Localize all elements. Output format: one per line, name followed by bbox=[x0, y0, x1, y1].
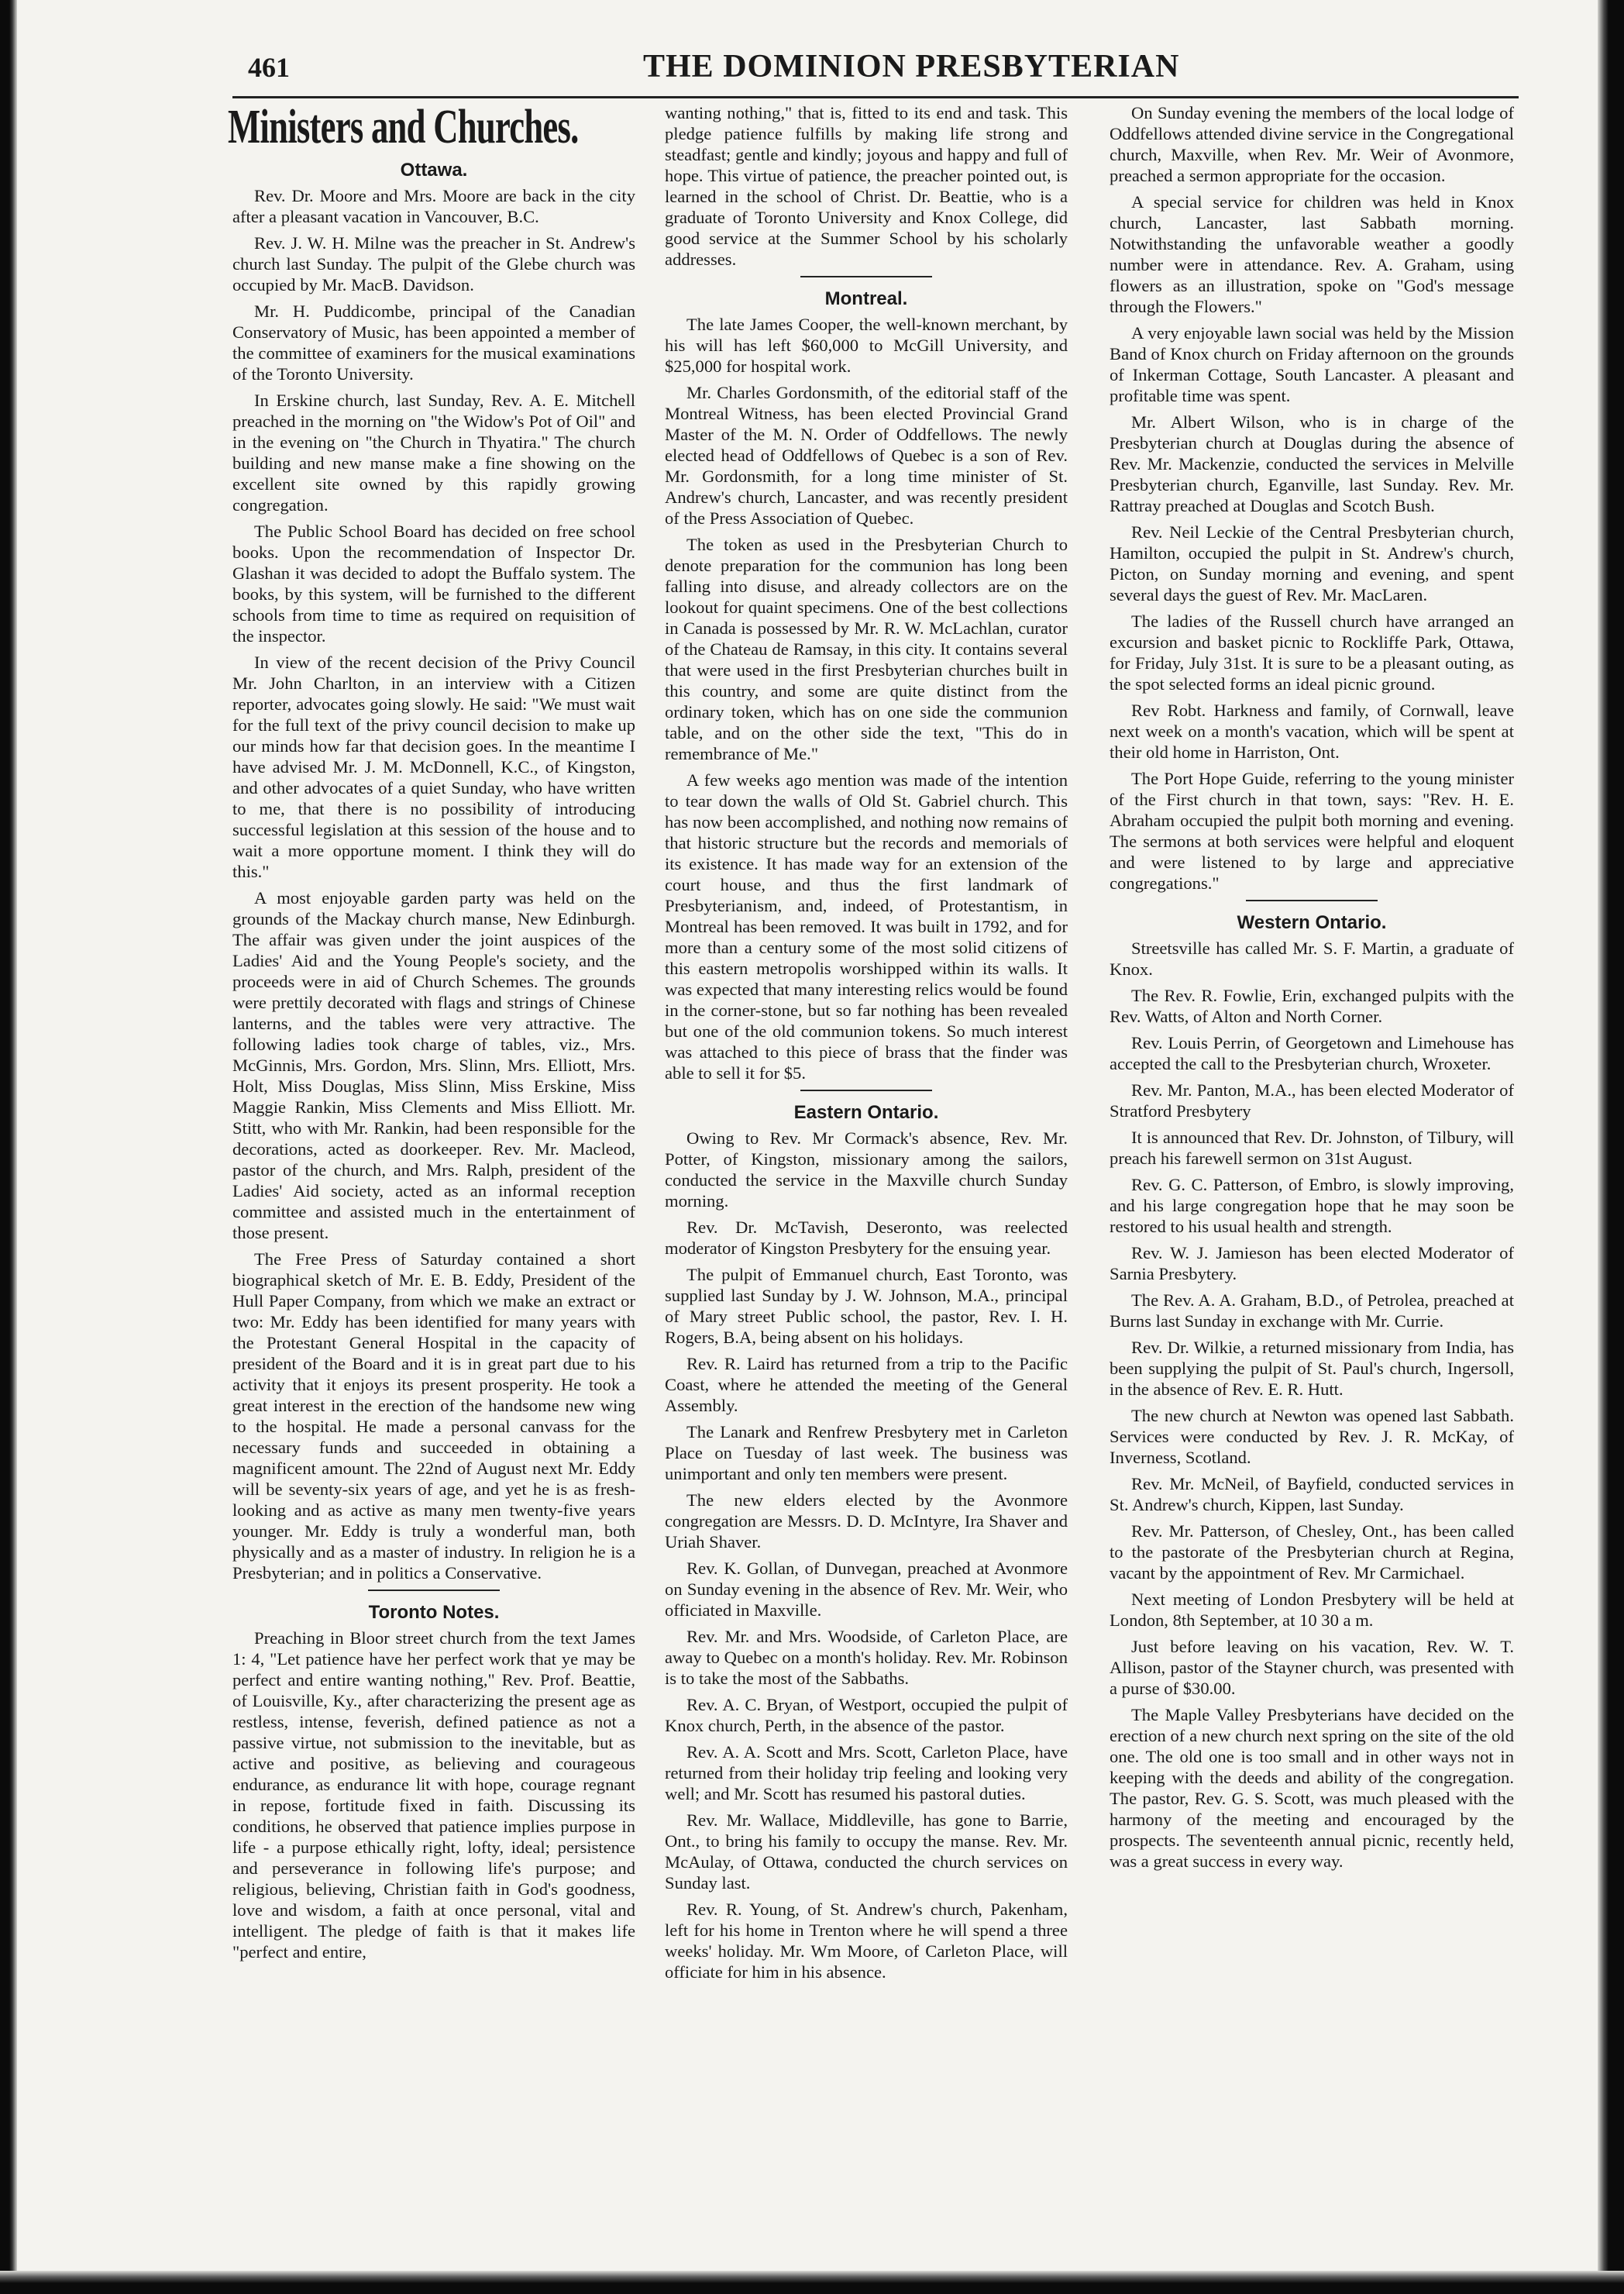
article-paragraph: A few weeks ago mention was made of the intention to tear down the walls of Old St. Gabriel church. This has now been accomplished, and nothing now remains of that historic structure but the records and memorials of its existence. It has made way for an extension of the court house, and thus the first landmark of Presbyterianism, and, indeed, of Protestantism, in Montreal has been removed. It was built in 1792, and for more than a century some of the most solid citizens of this eastern metropolis worshipped within its walls. It was expected that many interesting relics would be found in the corner-stone, but so far nothing has been revealed but one of the old communion tokens. So much interest was attached to this piece of brass that the finder was able to sell it for $5. bbox=[665, 770, 1068, 1083]
article-paragraph: Rev. Mr. Panton, M.A., has been elected Moderator of Stratford Presbytery bbox=[1110, 1080, 1514, 1121]
article-paragraph: Owing to Rev. Mr Cormack's absence, Rev. Mr. Potter, of Kingston, missionary among the sailors, conducted the service in the Maxville church Sunday morning. bbox=[665, 1128, 1068, 1211]
article-paragraph: In view of the recent decision of the Privy Council Mr. John Charlton, in an interview with a Citizen reporter, advocates going slowly. He said: "We must wait for the full text of the privy council decision to make up our minds how far that decision goes. In the meantime I have advised Mr. J. M. McDonnell, K.C., of Kingston, and other advocates of a quiet Sunday, who have written to me, that there is no possibility of introducing successful legislation at this session of the house and to wait a more opportune moment. I think they will do this." bbox=[232, 653, 635, 881]
article-paragraph: Rev. K. Gollan, of Dunvegan, preached at Avonmore on Sunday evening in the absence of Rev. Mr. Weir, who officiated in Maxville. bbox=[665, 1559, 1068, 1620]
column-3 bbox=[1110, 102, 1514, 1877]
article-paragraph: Next meeting of London Presbytery will be held at London, 8th September, at 10 30 a m. bbox=[1110, 1590, 1514, 1630]
article-paragraph: A most enjoyable garden party was held on the grounds of the Mackay church manse, New Edinburgh. The affair was given under the joint auspices of the Ladies' Aid and the Young People's society, and the proceeds were in aid of Church Schemes. The grounds were prettily decorated with flags and strings of Chinese lanterns, and the tables were very attractive. The following ladies took charge of tables, viz., Mrs. McGinnis, Mrs. Gordon, Mrs. Slinn, Mrs. Elliott, Mrs. Holt, Miss Douglas, Miss Slinn, Miss Erskine, Miss Maggie Rankin, Miss Clements and Miss Elliott. Mr. Stitt, who with Mr. Rankin, had been responsible for the decorations, acted as doorkeeper. Rev. Mr. Macleod, pastor of the church, and Mrs. Ralph, president of the Ladies' Aid society, acted as an informal reception committee and assisted much in the entertainment of those present. bbox=[232, 888, 635, 1242]
article-paragraph: The Public School Board has decided on free school books. Upon the recommendation of Inspector Dr. Glashan it was decided to adopt the Buffalo system. The books, by this system, will be furnished to the different schools from time to time as required on requisition of the inspector. bbox=[232, 522, 635, 646]
article-paragraph: Mr. H. Puddicombe, principal of the Canadian Conservatory of Music, has been appointed a member of the committee of examiners for the musical examinations of the Toronto University. bbox=[232, 301, 635, 384]
article-paragraph: Mr. Charles Gordonsmith, of the editorial staff of the Montreal Witness, has been elected Provincial Grand Master of the M. N. Order of Oddfellows. The newly elected head of Oddfellows of Quebec is a son of Rev. Mr. Gordonsmith, for a long time minister of St. Andrew's church, Lancaster, and was recently president of the Press Association of Quebec. bbox=[665, 383, 1068, 528]
article-paragraph: Rev. Dr. McTavish, Deseronto, was reelected moderator of Kingston Presbytery for the ensuing year. bbox=[665, 1218, 1068, 1258]
article-paragraph: The new church at Newton was opened last Sabbath. Services were conducted by Rev. J. R. McKay, of Inverness, Scotland. bbox=[1110, 1406, 1514, 1467]
article-paragraph: Rev. Dr. Moore and Mrs. Moore are back in the city after a pleasant vacation in Vancouver, B.C. bbox=[232, 186, 635, 226]
header-rule bbox=[232, 96, 1519, 98]
article-paragraph: The late James Cooper, the well-known merchant, by his will has left $60,000 to McGill University, and $25,000 for hospital work. bbox=[665, 315, 1068, 376]
article-paragraph: The ladies of the Russell church have arranged an excursion and basket picnic to Rockliffe Park, Ottawa, for Friday, July 31st. It is sure to be a pleasant outing, as the spot selected forms an ideal picnic ground. bbox=[1110, 611, 1514, 694]
article-paragraph: A very enjoyable lawn social was held by the Mission Band of Knox church on Friday afternoon on the grounds of Inkerman Cottage, South Lancaster. A pleasant and profitable time was spent. bbox=[1110, 323, 1514, 405]
section-divider bbox=[800, 276, 932, 277]
section-divider bbox=[1246, 900, 1378, 901]
section-divider bbox=[800, 1090, 932, 1091]
page-number: 461 bbox=[248, 52, 290, 83]
article-paragraph: Rev. Mr. Patterson, of Chesley, Ont., has been called to the pastorate of the Presbyterian church at Regina, vacant by the appointment of Rev. Mr Carmichael. bbox=[1110, 1521, 1514, 1583]
article-paragraph: Rev. A. C. Bryan, of Westport, occupied the pulpit of Knox church, Perth, in the absence of the pastor. bbox=[665, 1695, 1068, 1735]
article-paragraph: It is announced that Rev. Dr. Johnston, of Tilbury, will preach his farewell sermon on 31st August. bbox=[1110, 1128, 1514, 1168]
article-paragraph: Rev. Dr. Wilkie, a returned missionary from India, has been supplying the pulpit of St. Paul's church, Ingersoll, in the absence of Rev. E. R. Hutt. bbox=[1110, 1338, 1514, 1399]
article-paragraph: The Port Hope Guide, referring to the young minister of the First church in that town, says: "Rev. H. E. Abraham occupied the pulpit both morning and evening. The sermons at both services were helpful and eloquent and were listened to by large and appreciative congregations." bbox=[1110, 769, 1514, 893]
page-header bbox=[232, 45, 1519, 91]
article-paragraph: Rev. A. A. Scott and Mrs. Scott, Carleton Place, have returned from their holiday trip feeling and looking very well; and Mr. Scott has resumed his pastoral duties. bbox=[665, 1742, 1068, 1803]
article-paragraph: Rev. Mr. and Mrs. Woodside, of Carleton Place, are away to Quebec on a month's holiday. Rev. Mr. Robinson is to take the most of the Sabbaths. bbox=[665, 1627, 1068, 1688]
article-paragraph: wanting nothing," that is, fitted to its end and task. This pledge patience fulfills by making life strong and steadfast; gentle and kindly; joyous and happy and full of hope. This virtue of patience, the preacher pointed out, is learned in the school of Christ. Dr. Beattie, who is a graduate of Toronto University and Knox College, did good service at the Summer School by his scholarly addresses. bbox=[665, 103, 1068, 269]
article-paragraph: The Rev. A. A. Graham, B.D., of Petrolea, preached at Burns last Sunday in exchange with Mr. Currie. bbox=[1110, 1290, 1514, 1331]
main-heading: Ministers and Churches. bbox=[228, 101, 579, 153]
article-paragraph: The token as used in the Presbyterian Church to denote preparation for the communion has long been falling into disuse, and already collectors are on the lookout for quaint specimens. One of the best collections in Canada is possessed by Mr. R. W. McLachlan, curator of the Chateau de Ramsay, in this city. It contains several that were used in the first Presbyterian churches built in this country, and some are quite distinct from the ordinary token, which has on one side the communion table, and on the other side the text, "This do in remembrance of Me." bbox=[665, 535, 1068, 763]
article-paragraph: Streetsville has called Mr. S. F. Martin, a graduate of Knox. bbox=[1110, 939, 1514, 979]
scan-border-right bbox=[1598, 0, 1624, 2294]
article-paragraph: In Erskine church, last Sunday, Rev. A. E. Mitchell preached in the morning on "the Widow's Pot of Oil" and in the evening on "the Church in Thyatira." The church building and new manse make a fine showing on the excellent site owned by this rapidly growing congregation. bbox=[232, 391, 635, 515]
section-title-toronto-notes: Toronto Notes. bbox=[368, 1602, 500, 1623]
article-paragraph: The Lanark and Renfrew Presbytery met in Carleton Place on Tuesday of last week. The business was unimportant and only ten members were present. bbox=[665, 1422, 1068, 1483]
section-title-ottawa: Ottawa. bbox=[400, 160, 468, 181]
article-paragraph: Rev. Neil Leckie of the Central Presbyterian church, Hamilton, occupied the pulpit in St. Andrew's church, Picton, on Sunday morning and evening, and spent several days the guest of Rev. Mr. MacLaren. bbox=[1110, 522, 1514, 604]
article-paragraph: The Rev. R. Fowlie, Erin, exchanged pulpits with the Rev. Watts, of Alton and North Corner. bbox=[1110, 986, 1514, 1026]
article-paragraph: Rev. R. Young, of St. Andrew's church, Pakenham, left for his home in Trenton where he will spend a three weeks' holiday. Mr. Wm Moore, of Carleton Place, will officiate for him in his absence. bbox=[665, 1900, 1068, 1982]
article-paragraph: Rev Robt. Harkness and family, of Cornwall, leave next week on a month's vacation, which will be spent at their old home in Harriston, Ont. bbox=[1110, 701, 1514, 762]
section-title-montreal: Montreal. bbox=[824, 288, 908, 309]
article-paragraph: Rev. Mr. McNeil, of Bayfield, conducted services in St. Andrew's church, Kippen, last Sunday. bbox=[1110, 1474, 1514, 1514]
article-paragraph: Rev. Louis Perrin, of Georgetown and Limehouse has accepted the call to the Presbyterian church, Wroxeter. bbox=[1110, 1033, 1514, 1073]
scan-border-bottom bbox=[0, 2271, 1624, 2294]
column-2 bbox=[665, 102, 1068, 1988]
article-paragraph: The pulpit of Emmanuel church, East Toronto, was supplied last Sunday by J. W. Johnson, M.A., principal of Mary street Public school, the pastor, Rev. I. H. Rogers, B.A, being absent on his holidays. bbox=[665, 1265, 1068, 1347]
article-paragraph: Rev. G. C. Patterson, of Embro, is slowly improving, and his large congregation hope that he may soon be restored to his usual health and strength. bbox=[1110, 1175, 1514, 1236]
article-paragraph: Mr. Albert Wilson, who is in charge of the Presbyterian church at Douglas during the absence of Rev. Mr. Mackenzie, conducted the services in Melville Presbyterian church, Eganville, last Sunday. Rev. Mr. Rattray preached at Douglas and Scotch Bush. bbox=[1110, 412, 1514, 515]
article-paragraph: The new elders elected by the Avonmore congregation are Messrs. D. D. McIntyre, Ira Shaver and Uriah Shaver. bbox=[665, 1490, 1068, 1552]
section-title-western-ontario: Western Ontario. bbox=[1237, 912, 1387, 933]
article-paragraph: A special service for children was held in Knox church, Lancaster, last Sabbath morning. Notwithstanding the unfavorable weather a goodly number were in attendance. Rev. A. Graham, using flowers as an illustration, spoke on "God's message through the Flowers." bbox=[1110, 192, 1514, 316]
article-paragraph: The Free Press of Saturday contained a short biographical sketch of Mr. E. B. Eddy, President of the Hull Paper Company, from which we make an extract or two: Mr. Eddy has been identified for many years with the Protestant General Hospital in the capacity of president of the Board and it is in great part due to his activity that it enjoys its present prosperity. He took a great interest in the erection of the handsome new wing to the hospital. He made a personal canvass for the necessary funds and succeeded in obtaining a magnificent amount. The 22nd of August next Mr. Eddy will be seventy-six years of age, and yet he is as fresh-looking and as active as many men twenty-five years younger. Mr. Eddy is truly a wonderful man, both physically and as a master of industry. In religion he is a Presbyterian; and in politics a Conservative. bbox=[232, 1249, 635, 1583]
masthead-title: THE DOMINION PRESBYTERIAN bbox=[643, 49, 1180, 84]
article-paragraph: Rev. Mr. Wallace, Middleville, has gone to Barrie, Ont., to bring his family to occupy the manse. Rev. Mr. McAulay, of Ottawa, conducted the church services on Sunday last. bbox=[665, 1810, 1068, 1893]
article-paragraph: Rev. R. Laird has returned from a trip to the Pacific Coast, where he attended the meeting of the General Assembly. bbox=[665, 1354, 1068, 1415]
article-paragraph: On Sunday evening the members of the local lodge of Oddfellows attended divine service in the Congregational church, Maxville, when Rev. Mr. Weir of Avonmore, preached a sermon appropriate for the occasion. bbox=[1110, 103, 1514, 185]
article-paragraph: Rev. W. J. Jamieson has been elected Moderator of Sarnia Presbytery. bbox=[1110, 1243, 1514, 1283]
article-paragraph: Just before leaving on his vacation, Rev. W. T. Allison, pastor of the Stayner church, was presented with a purse of $30.00. bbox=[1110, 1637, 1514, 1698]
article-paragraph: The Maple Valley Presbyterians have decided on the erection of a new church next spring on the site of the old one. The old one is too small and in other ways not in keeping with the deeds and ability of the congregation. The pastor, Rev. G. S. Scott, was much pleased with the harmony of the meeting and encouraged by the prospects. The seventeenth annual picnic, recently held, was a great success in every way. bbox=[1110, 1705, 1514, 1871]
section-title-eastern-ontario: Eastern Ontario. bbox=[793, 1102, 939, 1123]
scan-border-left bbox=[0, 0, 17, 2294]
column-1 bbox=[228, 101, 635, 1968]
article-paragraph: Preaching in Bloor street church from the text James 1: 4, "Let patience have her perfect work that ye may be perfect and entire wanting nothing," Rev. Prof. Beattie, of Louisville, Ky., after characterizing the present age as restless, intense, feverish, defined patience as not a passive virtue, not submission to the inevitable, but as active and positive, as believing and courageous endurance, as endurance lit with hope, courage regnant in repose, fortitude fixed in faith. Discussing its conditions, he observed that patience implies purpose in life - a purpose ethically right, lofty, ideal; persistence and perseverance in following life's purpose; and religious, believing, Christian faith in God's goodness, love and wisdom, a faith at once personal, vital and intelligent. The pledge of faith is that it makes life "perfect and entire, bbox=[232, 1628, 635, 1962]
article-paragraph: Rev. J. W. H. Milne was the preacher in St. Andrew's church last Sunday. The pulpit of the Glebe church was occupied by Mr. MacB. Davidson. bbox=[232, 233, 635, 294]
section-divider bbox=[368, 1590, 500, 1591]
